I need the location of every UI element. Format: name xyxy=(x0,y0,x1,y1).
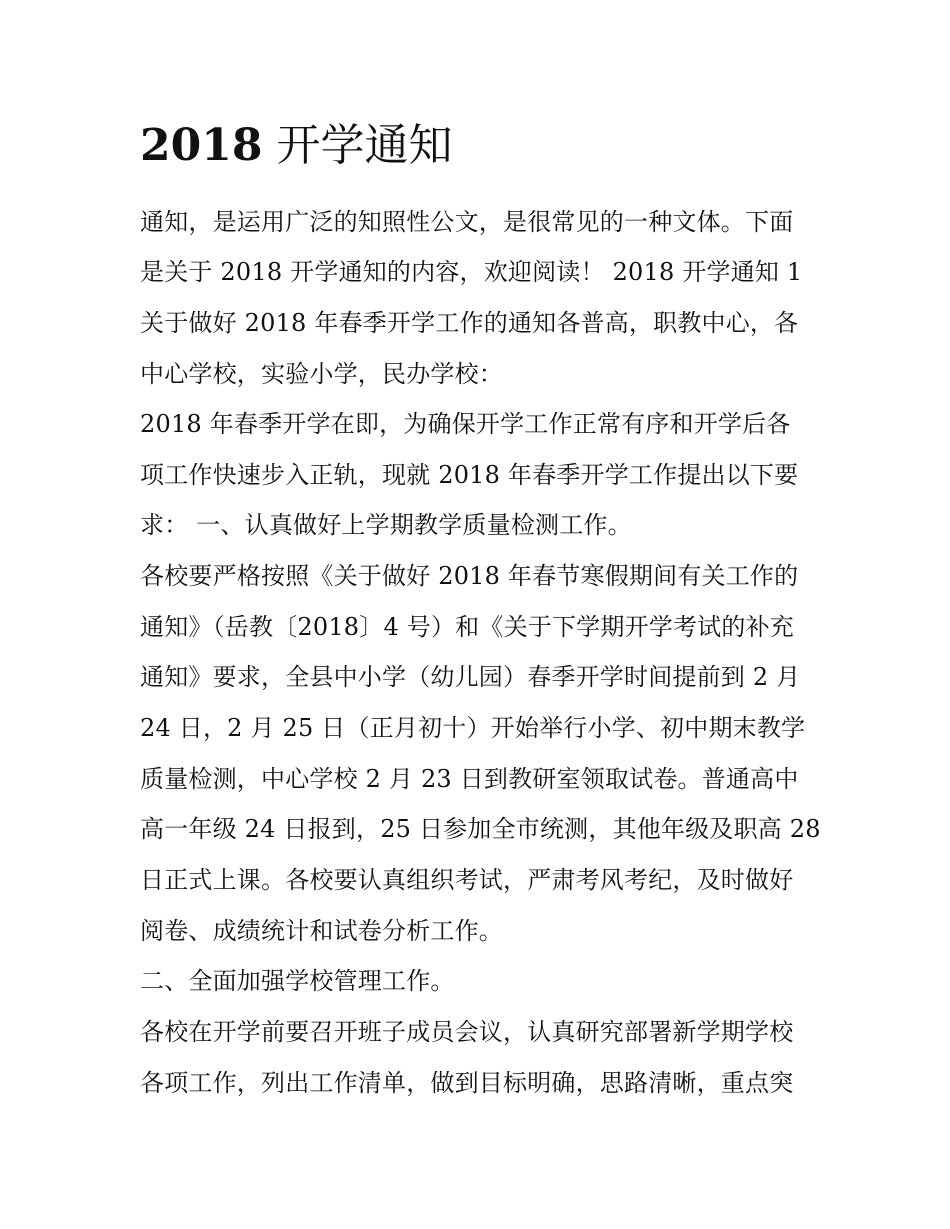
paragraph-line: 日正式上课。各校要认真组织考试，严肃考风考纪，及时做好 xyxy=(140,866,794,894)
title-number: 2018 xyxy=(140,120,263,171)
paragraph-line: 高一年级 24 日报到，25 日参加全市统测，其他年级及职高 28 xyxy=(140,815,821,843)
paragraph-line: 各校在开学前要召开班子成员会议，认真研究部署新学期学校 xyxy=(140,1018,794,1046)
paragraph-line: 项工作快速步入正轨，现就 2018 年春季开学工作提出以下要 xyxy=(140,461,799,489)
paragraph-line: 通知，是运用广泛的知照性公文，是很常见的一种文体。下面 xyxy=(140,208,794,236)
paragraph-line: 质量检测，中心学校 2 月 23 日到教研室领取试卷。普通高中 xyxy=(140,765,799,793)
paragraph-line: 是关于 2018 开学通知的内容，欢迎阅读！ 2018 开学通知 1 xyxy=(140,258,803,286)
document-title xyxy=(140,118,452,174)
paragraph-line: 阅卷、成绩统计和试卷分析工作。 xyxy=(140,917,503,945)
paragraph-line: 24 日，2 月 25 日（正月初十）开始举行小学、初中期末教学 xyxy=(140,714,806,742)
paragraph-line: 通知》要求，全县中小学（幼儿园）春季开学时间提前到 2 月 xyxy=(140,663,801,691)
paragraph-line: 各项工作，列出工作清单，做到目标明确，思路清晰，重点突 xyxy=(140,1069,794,1097)
paragraph-line: 通知》（岳教〔2018〕4 号）和《关于下学期开学考试的补充 xyxy=(140,613,794,641)
title-text: 开学通知 xyxy=(276,120,453,171)
paragraph-line: 求： 一、认真做好上学期教学质量检测工作。 xyxy=(140,511,632,539)
paragraph-line: 各校要严格按照《关于做好 2018 年春节寒假期间有关工作的 xyxy=(140,562,799,590)
paragraph-line: 关于做好 2018 年春季开学工作的通知各普高，职教中心，各 xyxy=(140,309,799,337)
section-heading: 二、全面加强学校管理工作。 xyxy=(140,967,455,995)
paragraph-line: 中心学校，实验小学，民办学校： xyxy=(140,360,503,388)
paragraph-line: 2018 年春季开学在即，为确保开学工作正常有序和开学后各 xyxy=(140,410,791,438)
